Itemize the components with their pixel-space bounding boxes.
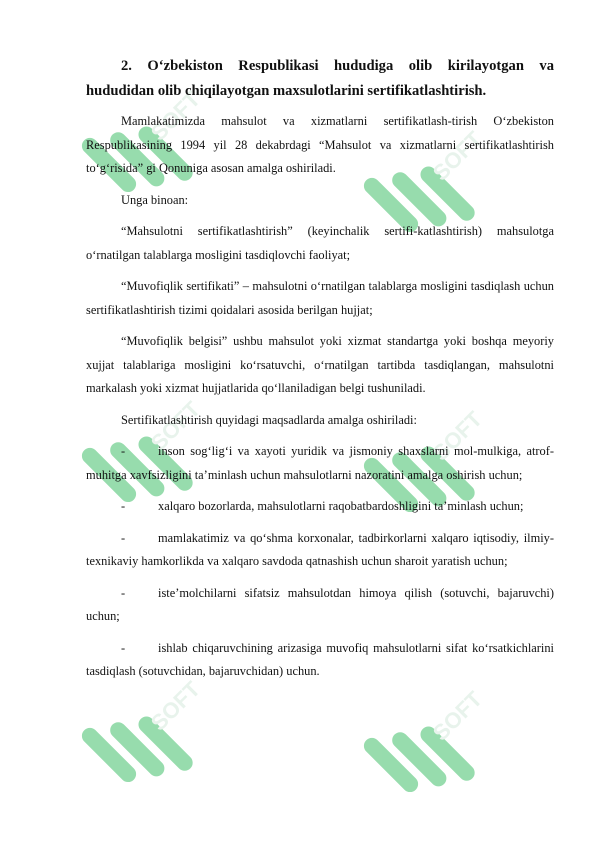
paragraph: Sertifikatlashtirish quyidagi maqsadlarda amalga oshiriladi: [121,412,417,427]
svg-text:SOFT: SOFT [145,676,206,736]
watermark-logo-icon [360,686,488,830]
list-item-text: iste’molchilarni sifatsiz mahsulotdan himoya qilish (sotuvchi, bajaruvchi) uchun; [86,585,554,623]
list-marker: - [121,499,126,513]
list-item [86,440,554,487]
paragraph: Unga binoan: [121,192,189,207]
list-item [86,495,554,519]
svg-text:SOFT: SOFT [145,396,206,456]
list-item-text: inson sog‘lig‘i va xayoti yuridik va jismoniy shaxslarni mol-mulkiga, atrof-muhitga xavfsizligini ta’minlash uchun mahsulotlarni nazoratini amalga oshirish uchun; [86,444,554,482]
list-marker: - [121,585,126,600]
svg-text:SOFT: SOFT [427,406,488,466]
paragraph: Mamlakatimizda mahsulot va xizmatlarni sertifikatlash-tirish O‘zbekiston Respublikasining 1994 yil 28 dekabrdagi “Mahsulot va xizmatlarni sertifikatlashtirish to‘g‘risida” gi Qonuniga asosan amalga oshiriladi. [86,114,554,175]
paragraph: “Muvofiqlik belgisi” ushbu mahsulot yoki xizmat standartga yoki boshqa meyoriy xujjat talablariga mosligini ko‘rsatuvchi, o‘rnatilgan tartibda tasdiqlangan, mahsulotni markalash yoki xizmat hujjatlarida qo‘llaniladigan belgi tushuniladi. [86,334,554,395]
paragraph: “Mahsulotni sertifikatlashtirish” (keyinchalik sertifi-katlashtirish) mahsulotga o‘rnatilgan talablarga mosligini tasdiqlovchi faoliyat; [86,224,554,262]
svg-text:SOFT: SOFT [427,126,488,186]
svg-text:SOFT: SOFT [145,86,206,146]
list-item [86,582,554,629]
svg-text:SOFT: SOFT [427,686,488,746]
watermark-logo-icon [78,676,206,820]
list-item-text: xalqaro bozorlarda, mahsulotlarni raqobatbardoshligini ta’minlash uchun; [158,499,524,513]
list-item [86,527,554,574]
document-body [86,54,554,692]
list-marker: - [121,530,126,545]
list-item [86,637,554,684]
list-item-text: mamlakatimiz va qo‘shma korxonalar, tadbirkorlarni xalqaro iqtisodiy, ilmiy-texnikaviy hamkorlikda va xalqaro savdoda qatnashish uchun sharoit yaratish uchun; [86,530,554,568]
list-marker: - [121,444,126,458]
list-marker: - [121,640,126,655]
paragraph: “Muvofiqlik sertifikati” – mahsulotni o‘rnatilgan talablarga mosligini tasdiqlash uchun sertifikatlashtirish tizimi qoidalari asosida berilgan hujjat; [86,279,554,317]
section-heading: 2. O‘zbekiston Respublikasi hududiga olib kirilayotgan va hududidan olib chiqilayotgan maxsulotlarini sertifikatlashtirish. [86,58,554,99]
list-item-text: ishlab chiqaruvchining arizasiga muvofiq mahsulotlarni sifat ko‘rsatkichlarini tasdiqlash (sotuvchidan, bajaruvchidan) uchun. [86,640,554,678]
